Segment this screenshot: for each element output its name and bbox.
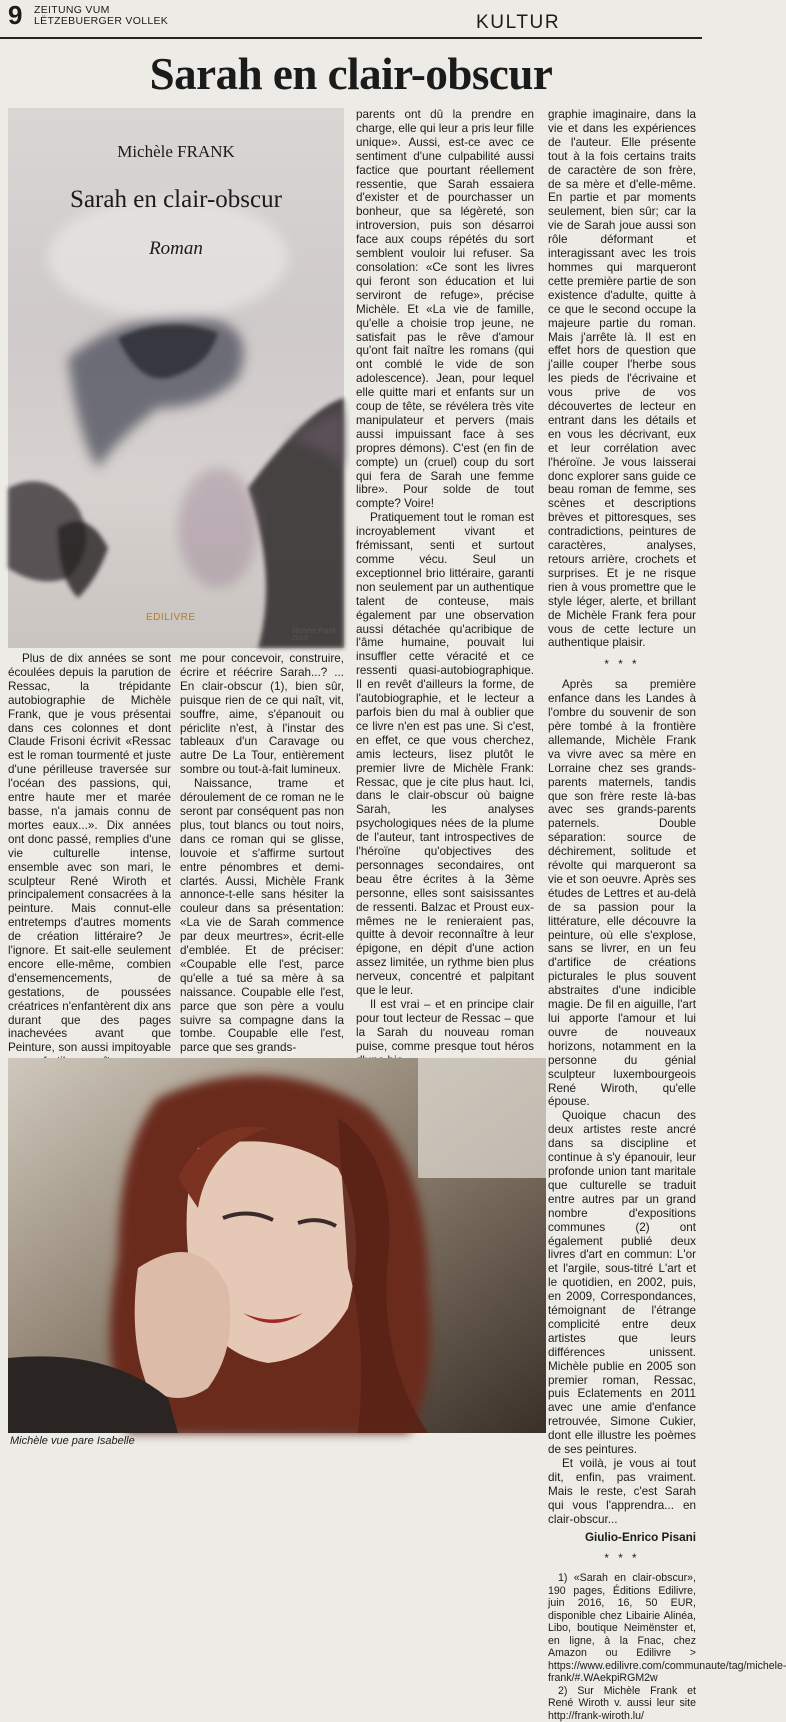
article-column-1 — [8, 652, 171, 1083]
newspaper-name — [34, 5, 168, 27]
section-label: KULTUR — [476, 12, 561, 33]
header-rule — [0, 37, 702, 39]
cover-genre: Roman — [149, 238, 203, 259]
article-column-2 — [180, 652, 344, 1055]
paragraph: Quoique chacun des deux artistes reste ancré dans sa discipline et continue à s'y épanouir, leur profonde union tant maritale que culturelle se traduit entre autres par un grand nombre d'expositions communes (2) ont également publié deux livres d'art en commun: L'or et l'argile, sous-titré L'art et le quotidien, en 2002, puis, en 2009, Correspondances, témoignant de l'étrange complicité entre deux artistes que leurs différences unissent. Michèle publie en 2005 son premier roman, Ressac, puis Eclatements en 2011 avec une amie d'enfance retrouvée, Simone Cukier, dont elle illustre les poèmes de ses peintures. — [548, 1109, 696, 1457]
paragraph: Il est vrai – et en principe clair pour tout lecteur de Ressac – que la Sarah du nouveau roman puise, comme presque tout héros — [356, 998, 534, 1053]
photo-caption: Michèle vue pare Isabelle — [10, 1435, 135, 1447]
author-photo — [8, 1058, 546, 1433]
painter-signature: Michèle Frank 2013 — [292, 628, 336, 642]
footnotes — [548, 1572, 786, 1722]
paragraph: Pratiquement tout le roman est incroyablement vivant et frémissant, senti et surtout comme vécu. Seul un exceptionnel brio littéraire, garanti non seulement par un authentique talent de conteuse, mais également par une observation aussi détachée qu'acribique de l'âme humaine, pouvait lui insuffler cette véracité et ce ressenti quasi-autobiographique. Il en revêt d'ailleurs la forme, de l'autobiographie, et le lecteur a parfois bien du mal à oublier que ce livre n'en est pas une. Si c'est, en effet, ce que vous cherchez, amis lecteurs, lisez plutôt le premier livre de Michèle Frank: Ressac, que je cite plus haut. Ici, dans le clair-obscur où baigne Sarah, les analyses psychologiques nées de la plume de l'auteur, tant introspectives de l'héroïne qu'objectives des personnages secondaires, ont beau être écrites à la 3ème personne, elles sont saisissantes de ressenti. Balzac et Proust eux-mêmes ne le renieraient pas, quitte à devoir reconnaître à leur épigone, en dépit d'une action assez limitée, un rythme bien plus nerveux, concentré et palpitant que le leur. — [356, 511, 534, 998]
footnote: 2) Sur Michèle Frank et René Wiroth v. aussi leur site http://frank-wiroth.lu/ — [548, 1684, 696, 1722]
publisher-logo: EDILIVRE — [146, 612, 196, 623]
paragraph: me pour concevoir, construire, écrire et réécrire Sarah...? ... En clair-obscur (1), bien sûr, puisque rien de ce qui naît, vit, souffre, aime, s'épanouit ou périclite n'est, à l'instar des tableaux d'un Caravage ou autre De La Tour, entièrement sombre ou tout-à-fait lumineux. — [180, 652, 344, 777]
cover-title: Sarah en clair-obscur — [70, 186, 282, 213]
book-cover — [8, 108, 344, 648]
portrait-image — [8, 1058, 546, 1433]
article-column-3 — [356, 108, 534, 1068]
article-title: Sarah en clair-obscur — [149, 49, 553, 99]
article-column-4 — [548, 108, 786, 1722]
author-signature: Giulio-Enrico Pisani — [584, 1530, 696, 1544]
newspaper-name-line2: LËTZEBUERGER VOLLEK — [34, 15, 169, 27]
paragraph: Après sa première enfance dans les Landes à l'ombre du souvenir de son père tombé à la frontière allemande, Michèle Frank va vivre avec sa mère en Lorraine chez ses grands-parents maternels, tandis que son frère reste là-bas avec ses grands-parents paternels. Double séparation: source de déchirement, solitude et révolte qui marqueront sa vie et son oeuvre. Après ses études de Lettres et au-delà de sa passion pour la littérature, elle découvre la peinture, où elle s'explose, sans se livrer, en un feu d'artifice de créations picturales le plus souvent abstraites d'une indicible magie. De fil en aiguille, l'art lui apporte l'amour et lui ouvre de nouveaux horizons, notamment en la personne du génial sculpteur luxembourgeois René Wiroth, qu'elle épouse. — [548, 678, 696, 1109]
footnote: 1) «Sarah en clair-obscur», 190 pages, Éditions Edilivre, juin 2016, 16, 50 EUR, disponible chez Libairie Alinéa, Libo, boutique Neimënster et, en ligne, à la Fnac, chez Amazon ou Edilivre > https://www.edilivre.com/communaute/tag/michele-frank/#.WAekpiRGM2w — [548, 1572, 786, 1685]
notes-divider: * * * — [604, 1552, 640, 1566]
paragraph: Plus de dix années se sont écoulées depuis la parution de Ressac, la trépidante autobiographie de Michèle Frank, que je vous présentai dans ces colonnes et dont Claude Frisoni écrivit «Ressac est le roman tourmenté et juste d'une périlleuse traversée sur l'océan des passions, qui, entre haute mer et marée basse, n'a jamais connu de mortes eaux...». Dix années ont donc passé, remplies d'une vie culturelle intense, ensemble avec son mari, le sculpteur René Wiroth et principalement consacrées à la peinture. Mais connut-elle entretemps d'autres moments de création littéraire? Je l'ignore. Et sait-elle seulement encore elle-même, combien d'ensemencements, de gestations, de poussées créatrices n'enfantèrent dix ans durant que des pages inachevées avant que Peinture, son aussi impitoyable — [8, 652, 171, 1055]
cover-author: Michèle FRANK — [117, 142, 235, 161]
section-divider: * * * — [604, 658, 640, 672]
paragraph: graphie imaginaire, dans la vie et dans les expériences de l'auteur. Elle présente tout à la fois certains traits de caractère de son frère, de sa mère et d'elle-même. En partie et par moments seulement, bien sûr; car la vie de Sarah joue aussi son rôle déformant et interagissant avec les trois hommes qui marqueront cette première partie de son existence d'adulte, quitte à ce que le second occupe la majeure partie du roman. Mais j'arrête là. Il est en effet hors de question que j'aille couper l'herbe sous les pieds de l'écrivaine et vous prive de vos découvertes de lecteur en entrant dans les détails et en vous les décrivant, eux et leur corrélation avec l'héroïne. Je vous laisserai donc explorer sans guide ce beau roman de femme, ses scènes et descriptions brèves et pittoresques, ses contradictions, peintures de caractères, analyses, retours arrière, crochets et surprises. Et je ne risque rien à vous promettre que le style léger, alerte, et brillant de Michèle Frank fera pour vous de cette lecture un authentique plaisir. — [548, 108, 696, 650]
paragraph: Naissance, trame et déroulement de ce roman ne le seront par conséquent pas non plus, tout blancs ou tout noirs, dans ce roman qui se glisse, louvoie et s'affirme surtout entre pénombres et demi-clartés. Aussi, Michèle Frank annonce-t-elle sans hésiter la couleur dans sa présentation: «La vie de Sarah commence par deux meurtres», écrit-elle d'emblée. Et de préciser: «Coupable elle l'est, parce qu'elle a tué sa mère à sa naissance. Coupable elle l'est, parce que son père a voulu suivre sa compagne dans la tombe. Coupable elle l'est, parce que ses grands- — [180, 777, 344, 1055]
paragraph: parents ont dû la prendre en charge, elle qui leur a pris leur fille unique». Aussi, est-ce avec ce sentiment d'une culpabilité aussi factice que pourtant réellement ressentie, que Sarah essaiera d'exister et de pourchasser un bonheur, que sa légèreté, son introversion, puis son désarroi face aux coups répétés du sort semblent vouloir lui refuser. Sa consolation: «Ce sont les livres qui feront son éducation et lui serviront de refuge», précise Michèle. Et «La vie de famille, qu'elle a choisie trop jeune, ne satisfait pas le rêve d'amour qu'ont fait naître les romans (qui ont comblé le vide de son adolescence). Jean, pour lequel elle quitte mari et enfants sur un coup de tête, se révélera très vite manipulateur et pervers (mais aussi impuissant face à ses propres démons). C'est (en fin de compte) un (cruel) coup du sort qui fera de Sarah une femme libre». Pour solde de tout compte? Voire! — [356, 108, 534, 511]
newspaper-name-line1: ZEITUNG VUM — [34, 4, 110, 16]
page-header — [0, 0, 702, 40]
paragraph: Et voilà, je vous ai tout dit, enfin, pas vraiment. Mais le reste, c'est Sarah qui vous l'apprendra... en clair-obscur... — [548, 1457, 696, 1526]
page-number: 9 — [8, 0, 23, 30]
